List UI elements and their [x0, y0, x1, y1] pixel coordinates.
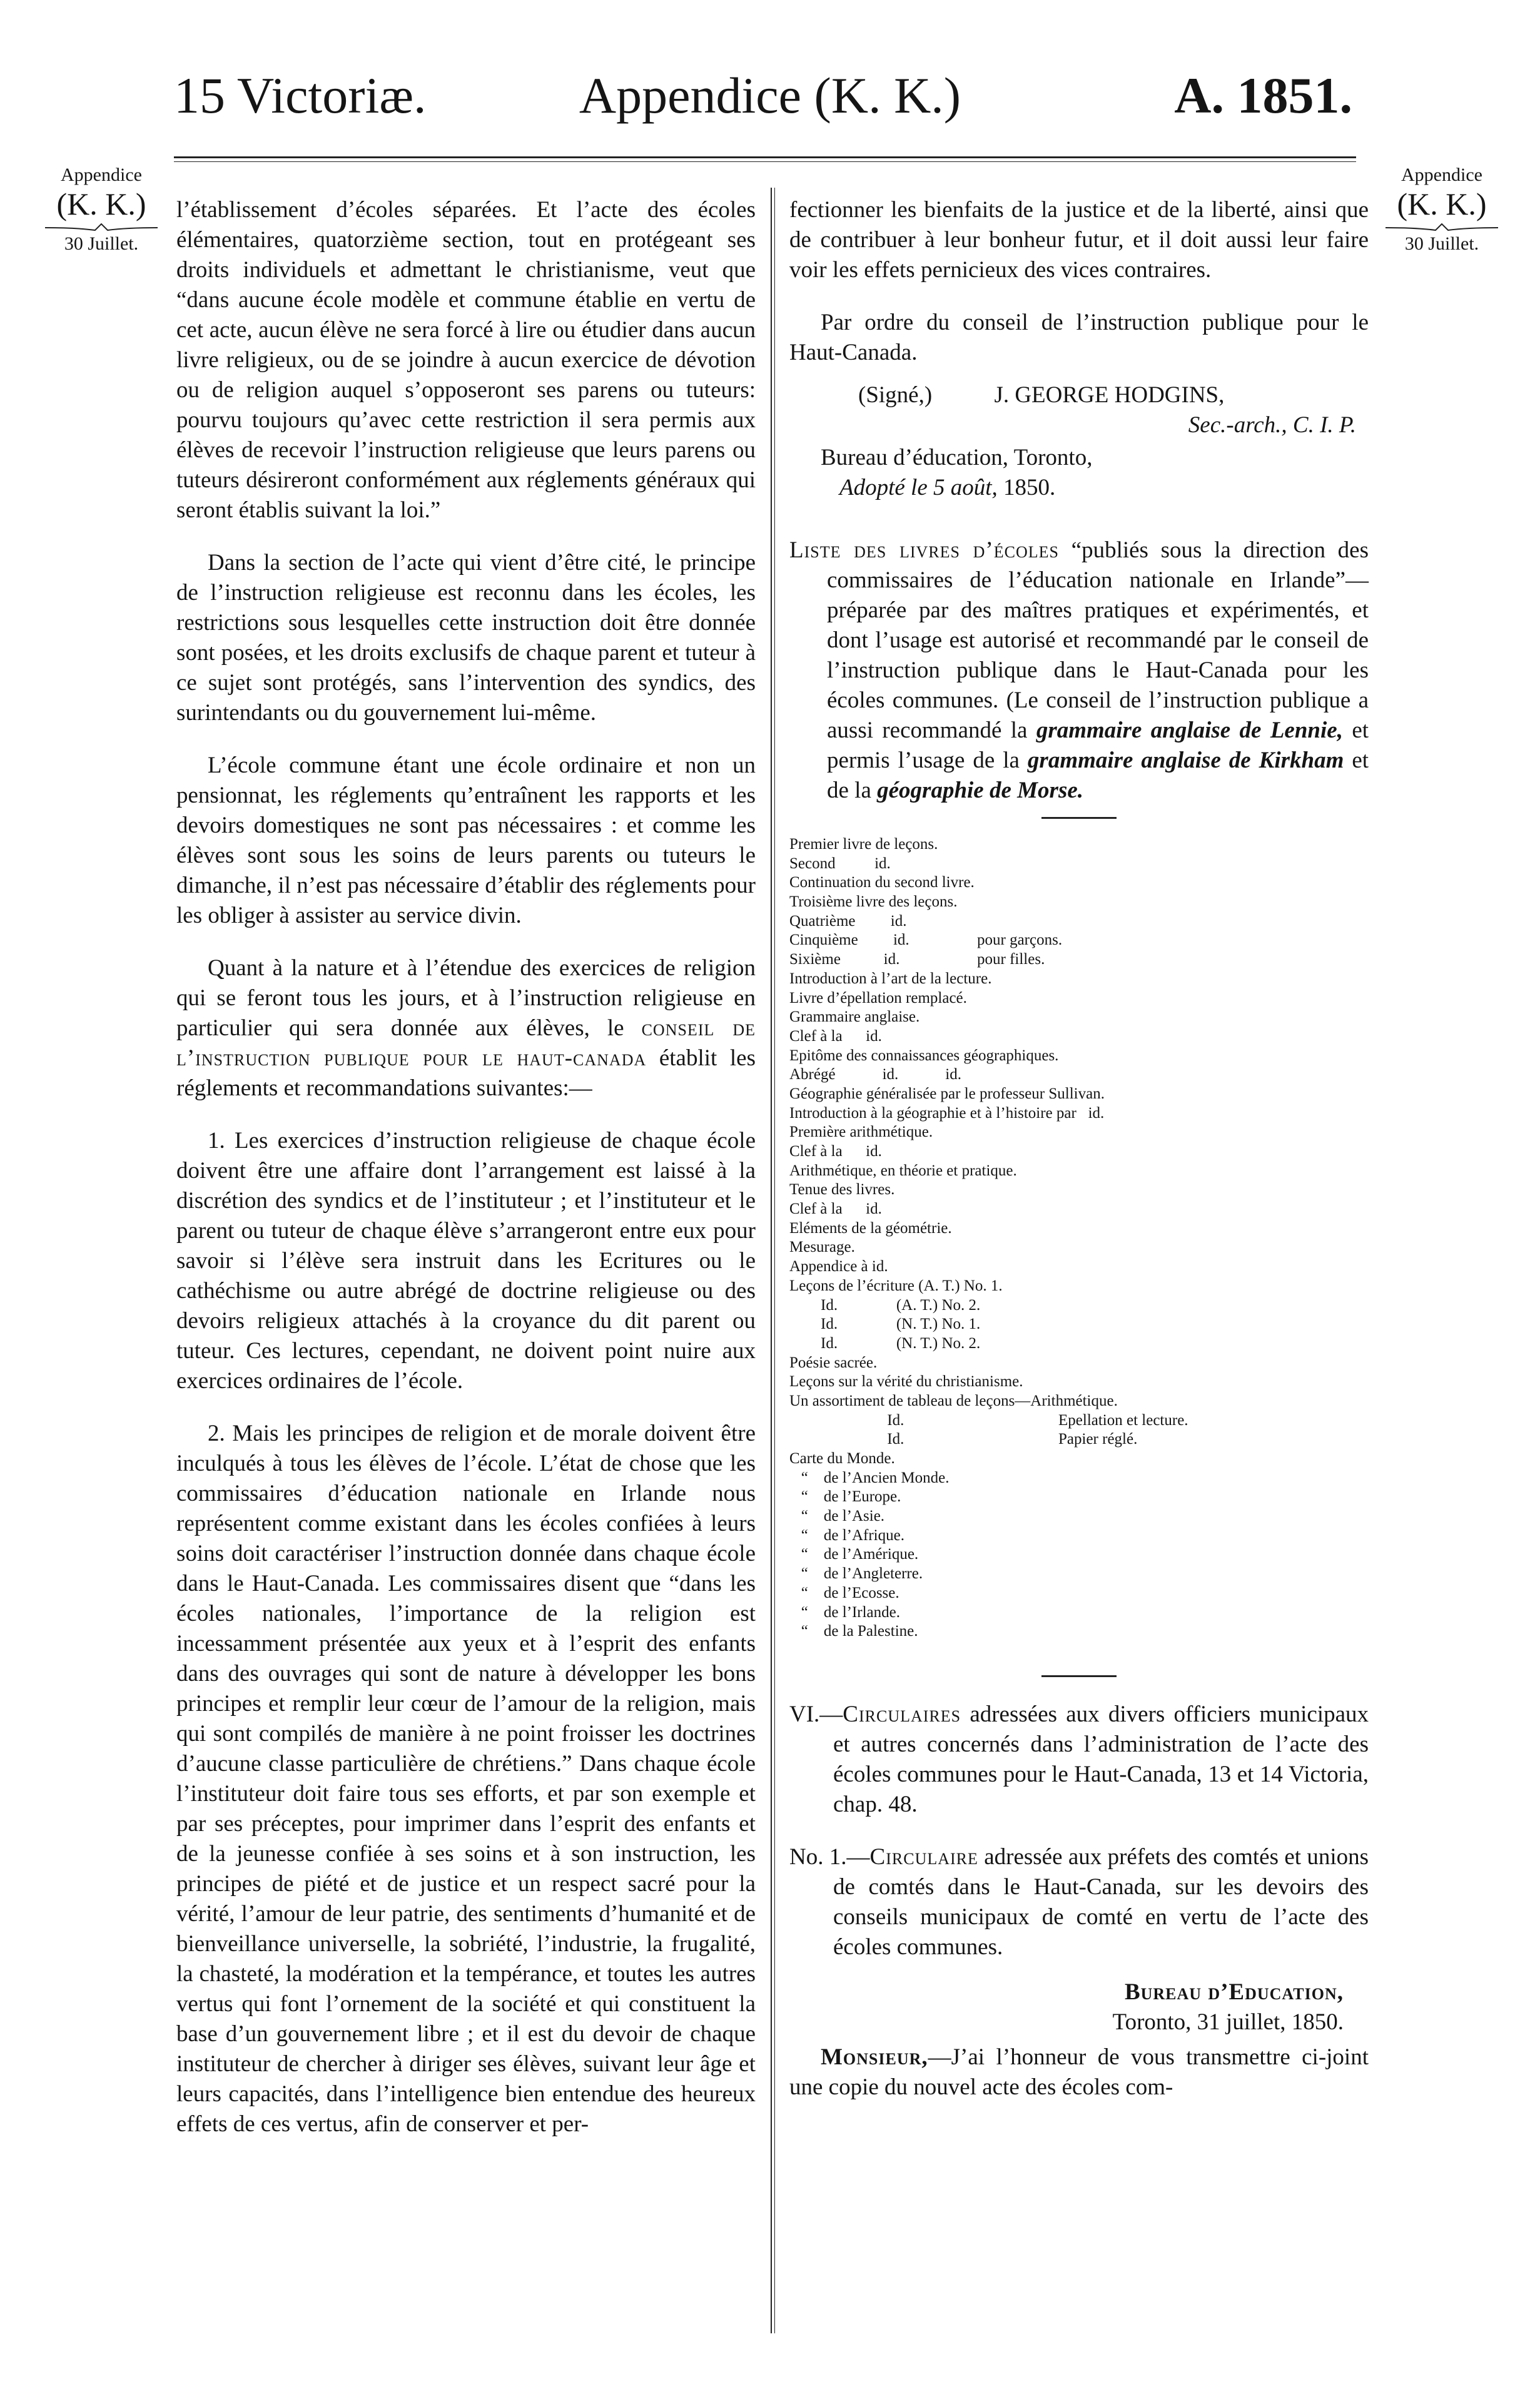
book-title: Géographie généralisée par le professeur Sullivan. — [789, 1085, 1105, 1102]
column-divider — [771, 188, 772, 2333]
book-title: Poésie sacrée. — [789, 1354, 878, 1371]
book-list-item — [789, 1430, 1369, 1449]
signature-block — [789, 380, 1369, 440]
book-list-item — [789, 1315, 1369, 1334]
book-list-item — [789, 970, 1369, 989]
book-title: Grammaire anglaise. — [789, 1008, 920, 1026]
book-title: “ de l’Europe. — [789, 1488, 901, 1506]
book-list-item — [789, 835, 1369, 855]
margin-appendice-right: Appendice — [1401, 165, 1482, 185]
book-list-item — [789, 1085, 1369, 1104]
book-list-item — [789, 1142, 1369, 1162]
book-title: Clef à la id. — [789, 1027, 882, 1045]
bureau-line: Bureau d’éducation, Toronto, — [821, 445, 1093, 470]
bureau-education: Bureau d’Education, — [1124, 1979, 1344, 2005]
text-run: grammaire anglaise de Kirkham — [1027, 748, 1344, 773]
book-list-item — [789, 989, 1369, 1008]
book-title: Un assortiment de tableau de leçons—Arithmétique. — [789, 1392, 1118, 1409]
paragraph — [176, 953, 756, 1103]
paragraph: fectionner les bienfaits de la justice et de la liberté, ainsi que de contribuer à leur bonheur futur, et il doit aussi leur faire voir les effets pernicieux des vices contraires. — [789, 197, 1369, 283]
book-title: Id. — [789, 1411, 904, 1429]
book-list-item — [789, 1180, 1369, 1200]
section-vi-heading — [789, 1700, 1369, 1820]
book-title: Tenue des livres. — [789, 1181, 895, 1199]
book-title: Quatrième id. — [789, 912, 907, 930]
book-list-item — [789, 1334, 1369, 1354]
book-list-item — [789, 912, 1369, 931]
book-title: “ de l’Ecosse. — [789, 1584, 899, 1601]
book-title: Epitôme des connaissances géographiques. — [789, 1047, 1059, 1064]
text-run: établit les réglements et recommandations suivantes:— — [176, 1045, 756, 1101]
book-note: pour garçons. — [977, 931, 1063, 949]
book-list-item — [789, 873, 1369, 893]
book-list-item — [789, 950, 1369, 970]
book-title: “ de l’Angleterre. — [789, 1565, 923, 1583]
book-title: Cinquième id. — [789, 931, 909, 949]
book-title: Sixième id. — [789, 951, 900, 968]
book-title: Livre d’épellation remplacé. — [789, 989, 967, 1007]
book-title: “ de l’Amérique. — [789, 1546, 919, 1563]
margin-date-left: 30 Juillet. — [64, 233, 139, 255]
book-list-item — [789, 1219, 1369, 1239]
book-list-item — [789, 1622, 1369, 1641]
book-title: Leçons sur la vérité du christianisme. — [789, 1373, 1023, 1391]
book-title: “ de l’Ancien Monde. — [789, 1469, 950, 1486]
header-year: A. 1851. — [1174, 67, 1352, 124]
header-rule-bottom — [174, 161, 1356, 162]
book-title: Troisième livre des leçons. — [789, 893, 958, 911]
book-list-item — [789, 1488, 1369, 1507]
paragraph: Dans la section de l’acte qui vient d’être cité, le principe de l’instruction religieuse est reconnu dans les écoles, les restrictions sous lesquelles cette instruction doit être donnée sont posées, et les droits exclusifs de chaque parent et tuteur à ce sujet sont protégés, sans l’intervention des syndics, des surintendants ou du gouvernement lui-même. — [176, 550, 756, 726]
text-run: “publiés sous la direction des commissaires de l’éducation nationale en Irlande”—préparée par des maîtres pratiques et expérimentés, et dont l’usage est autorisé et recommandé par le conseil de l’instruction publique dans le Haut-Canada pour les écoles communes. (Le conseil de l’instruction publique a aussi recommandé la — [827, 537, 1369, 743]
book-title: Arithmétique, en théorie et pratique. — [789, 1162, 1017, 1179]
book-title: Id. (N. T.) No. 1. — [789, 1316, 981, 1333]
section-divider — [1041, 817, 1117, 819]
circulaire-label: Circulaire — [869, 1844, 978, 1870]
book-list-item — [789, 1238, 1369, 1257]
text-run: et de la — [827, 748, 1369, 803]
margin-kk-left: (K. K.) — [56, 186, 146, 222]
paragraph-rule-2: 2. Mais les principes de religion et de morale doivent être inculqués à tous les élèves de l’école. L’état de chose que les commissaires d’éducation nationale en Irlande nous représentent comme existant dans les écoles confiées à leurs soins doit caractériser l’instruction donnée dans chaque école dans le Haut-Canada. Les commissaires disent que “dans les écoles nationales, l’importance de la religion est incessamment présentée aux yeux et à l’esprit des enfants dans des ouvrages qui sont de nature à développer les bons principes et remplir leur cœur de l’amour de la religion, mais qui sont compilés de manière à ne point froisser les doctrines d’aucune classe particulière de chrétiens.” Dans chaque école l’instituteur doit faire tous ses efforts, et par son exemple et par ses préceptes, pour imprimer dans l’esprit des enfants et de la jeunesse confiée à ses soins et à son instruction, les principes de piété et de justice et un respect sacré pour la vérité, l’amour de leur patrie, des sentiments d’humanité et de bienveillance universelle, la sobriété, l’industrie, la frugalité, la chasteté, la modération et la tempérance, et toutes les autres vertus qui font l’ornement de la société et qui constituent la base d’un gouvernement libre ; et il est du devoir de chaque instituteur de chercher à diriger ses élèves, suivant leur âge et leurs capacités, dans l’intelligence bien entendue des heureux effets de ces vertus, afin de conserver et per- — [176, 1421, 756, 2137]
book-note: Epellation et lecture. — [1058, 1411, 1188, 1429]
margin-appendice-left: Appendice — [61, 165, 142, 185]
book-title: Introduction à la géographie et à l’histoire par id. — [789, 1104, 1105, 1122]
letter-opening — [789, 2042, 1369, 2102]
book-title: Eléments de la géométrie. — [789, 1219, 952, 1237]
book-list-item — [789, 1526, 1369, 1546]
book-list — [789, 835, 1369, 1641]
book-list-item — [789, 1565, 1369, 1584]
brace-ornament-icon — [1379, 223, 1504, 233]
header-title: Appendice (K. K.) — [579, 67, 961, 124]
book-list-item — [789, 1392, 1369, 1411]
book-title: Appendice à id. — [789, 1258, 888, 1276]
section-divider — [1041, 1675, 1117, 1677]
paragraph: L’école commune étant une école ordinaire et non un pensionnat, les réglements qu’entraînent les rapports et les devoirs domestiques ne sont pas nécessaires : et comme les élèves sont sous les soins de leurs parents ou tuteurs le dimanche, il n’est pas nécessaire d’établir des réglements pour les obliger à assister au service divin. — [176, 753, 756, 928]
signed-label: (Signé,) — [858, 382, 933, 408]
paragraph: l’établissement d’écoles séparées. Et l’acte des écoles élémentaires, quatorzième section, tout en protégeant ses droits individuels et admettant le christianisme, veut que “dans aucune école modèle et commune établie en vertu de cet acte, aucun élève ne sera forcé à lire ou étudier dans aucun livre religieux, ou de se joindre à aucun exercice de dévotion ou de religion auquel s’opposeront ses parens ou tuteurs: pourvu toujours qu’avec cette restriction il sera permis aux élèves de recevoir l’instruction religieuse que leurs parens ou tuteurs désireront conformément aux réglements généraux qui seront établis suivant la loi.” — [176, 197, 756, 523]
book-list-item — [789, 1277, 1369, 1296]
margin-date-right: 30 Juillet. — [1404, 233, 1479, 255]
book-title: Id. — [789, 1431, 904, 1448]
adopted-label: Adopté le 5 août, — [839, 475, 998, 500]
book-list-item — [789, 1296, 1369, 1316]
book-title: Carte du Monde. — [789, 1450, 895, 1467]
book-list-item — [789, 1047, 1369, 1066]
book-list-item — [789, 1257, 1369, 1277]
book-list-item — [789, 1200, 1369, 1219]
signer-title: Sec.-arch., C. I. P. — [1188, 412, 1356, 438]
book-title: “ de l’Afrique. — [789, 1526, 904, 1544]
paragraph: Par ordre du conseil de l’instruction publique pour le Haut-Canada. — [789, 310, 1369, 365]
header-session: 15 Victoriæ. — [174, 67, 427, 124]
adopted-line — [789, 473, 1369, 503]
book-list-item — [789, 1104, 1369, 1123]
circulaires-label: Circulaires — [843, 1701, 961, 1727]
book-title: Clef à la id. — [789, 1143, 882, 1160]
text-run: Quant à la nature et à l’étendue des exercices de religion qui se feront tous les jours, et à l’instruction religieuse en particulier qui sera donnée aux élèves, le — [176, 955, 756, 1041]
book-list-item — [789, 1507, 1369, 1526]
book-title: Clef à la id. — [789, 1200, 882, 1218]
adopted-year: 1850. — [1003, 475, 1056, 500]
section-number: VI.— — [789, 1701, 843, 1727]
book-note: pour filles. — [977, 951, 1045, 968]
book-title: Continuation du second livre. — [789, 874, 975, 891]
left-column — [176, 195, 756, 2162]
book-title: Premier livre de leçons. — [789, 836, 938, 853]
book-list-item — [789, 931, 1369, 950]
book-list-item — [789, 1469, 1369, 1488]
header-rule-top — [174, 156, 1356, 158]
book-list-item — [789, 1584, 1369, 1603]
right-column — [789, 195, 1369, 2125]
book-list-item — [789, 1027, 1369, 1047]
text-run: adressée aux préfets des comtés et unions de comtés dans le Haut-Canada, sur les devoirs des conseils municipaux de comté en vertu de l’acte des écoles communes. — [833, 1844, 1369, 1960]
council-name: conseil de l’instruction publique pour le haut-canada — [176, 1015, 756, 1071]
margin-kk-right: (K. K.) — [1397, 186, 1487, 222]
margin-note-right — [1379, 164, 1504, 255]
letter-date: Toronto, 31 juillet, 1850. — [1112, 2009, 1344, 2035]
book-list-item — [789, 1354, 1369, 1373]
book-note: Papier réglé. — [1058, 1431, 1138, 1448]
book-title: Première arithmétique. — [789, 1123, 933, 1141]
brace-ornament-icon — [39, 223, 164, 233]
book-list-item — [789, 1545, 1369, 1565]
book-list-intro — [789, 535, 1369, 806]
margin-note-left — [39, 164, 164, 255]
book-title: Leçons de l’écriture (A. T.) No. 1. — [789, 1277, 1003, 1294]
book-list-item — [789, 893, 1369, 912]
text-run: adressées aux divers officiers municipaux et autres concernés dans l’administration de l’acte des écoles communes pour le Haut-Canada, 13 et 14 Victoria, chap. 48. — [833, 1701, 1369, 1817]
book-title: Second id. — [789, 855, 891, 872]
book-list-item — [789, 1449, 1369, 1469]
book-title: Mesurage. — [789, 1239, 855, 1256]
signer-name: J. GEORGE HODGINS, — [994, 382, 1225, 408]
book-title: Id. (A. T.) No. 2. — [789, 1296, 981, 1314]
paragraph-rule-1: 1. Les exercices d’instruction religieuse de chaque école doivent être une affaire dont l’arrangement est laissé à la discrétion des syndics et de l’instituteur ; et l’instituteur et le parent ou tuteur de chaque élève s’arrangeront entre eux pour savoir si l’élève sera instruit dans les Ecritures ou le cathéchisme ou autre abrégé de doctrine religieuse ou des devoirs religieux attachés à la croyance du dit parent ou tuteur. Ces lectures, cependant, ne doivent point nuire aux exercices ordinaires de l’école. — [176, 1128, 756, 1394]
circular-no1-heading — [789, 1842, 1369, 1962]
book-title: Id. (N. T.) No. 2. — [789, 1334, 981, 1352]
book-title: Introduction à l’art de la lecture. — [789, 970, 992, 987]
text-run: et permis l’usage de la — [827, 718, 1369, 773]
circular-number: No. 1.— — [789, 1844, 870, 1870]
text-run: grammaire anglaise de Lennie, — [1036, 718, 1343, 743]
book-list-item — [789, 1065, 1369, 1085]
salutation: Monsieur, — [821, 2044, 928, 2070]
book-list-item — [789, 1372, 1369, 1392]
column-divider-inner — [774, 188, 775, 2333]
book-title: Abrégé id. id. — [789, 1066, 961, 1083]
book-list-item — [789, 855, 1369, 874]
book-list-item — [789, 1123, 1369, 1142]
book-list-item — [789, 1411, 1369, 1431]
book-list-item — [789, 1162, 1369, 1181]
text-run: —J’ai l’honneur de vous transmettre ci-joint une copie du nouvel acte des écoles com- — [789, 2044, 1369, 2100]
text-run: géographie de Morse. — [877, 778, 1084, 803]
book-list-heading: Liste des livres d’écoles — [789, 537, 1059, 563]
book-title: “ de la Palestine. — [789, 1623, 918, 1640]
book-title: “ de l’Asie. — [789, 1508, 885, 1525]
book-title: “ de l’Irlande. — [789, 1603, 901, 1621]
book-list-item — [789, 1008, 1369, 1027]
book-list-item — [789, 1603, 1369, 1623]
